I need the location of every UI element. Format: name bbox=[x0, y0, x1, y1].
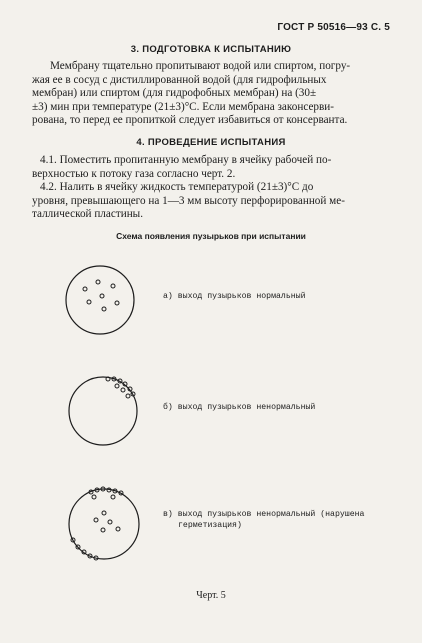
section-3-line: мембран) или спиртом (для гидрофобных мембран) на (30± bbox=[32, 87, 317, 99]
section-4-line: 4.2. Налить в ячейку жидкость температурой (21±3)°С до bbox=[40, 181, 314, 193]
membrane-circle-b bbox=[69, 377, 137, 445]
label-b: б) выход пузырьков ненормальный bbox=[163, 403, 316, 412]
section-3-line: жая ее в сосуд с дистиллированной водой (для гидрофильных bbox=[32, 73, 327, 86]
figure-caption: Черт. 5 bbox=[196, 590, 226, 601]
label-c-line-2: герметизация) bbox=[178, 521, 242, 530]
section-3-line: ±3) мин при температуре (21±3)°С. Если мембрана законсерви- bbox=[32, 100, 335, 113]
section-3-title: 3. ПОДГОТОВКА К ИСПЫТАНИЮ bbox=[130, 44, 292, 55]
section-4-line: таллической пластины. bbox=[32, 208, 144, 220]
section-3-line: Мембрану тщательно пропитывают водой или спиртом, погру- bbox=[50, 60, 351, 72]
label-c-line-1: в) выход пузырьков ненормальный (нарушена bbox=[163, 510, 365, 519]
section-4-line: 4.1. Поместить пропитанную мембрану в ячейку рабочей по- bbox=[40, 154, 332, 166]
membrane-circle-a bbox=[66, 266, 134, 334]
membrane-circle-c bbox=[69, 487, 139, 560]
section-4-line: уровня, превышающего на 1—3 мм высоту перфорированной ме- bbox=[32, 194, 345, 207]
label-a: а) выход пузырьков нормальный bbox=[163, 292, 306, 301]
figure-title: Схема появления пузырьков при испытании bbox=[116, 231, 306, 241]
page-header: ГОСТ Р 50516—93 С. 5 bbox=[277, 22, 390, 33]
section-4-title: 4. ПРОВЕДЕНИЕ ИСПЫТАНИЯ bbox=[136, 137, 286, 148]
section-3-line: рована, то перед ее пропиткой следует избавиться от консерванта. bbox=[32, 114, 348, 126]
section-4-line: верхностью к потоку газа согласно черт. 2. bbox=[32, 167, 236, 180]
